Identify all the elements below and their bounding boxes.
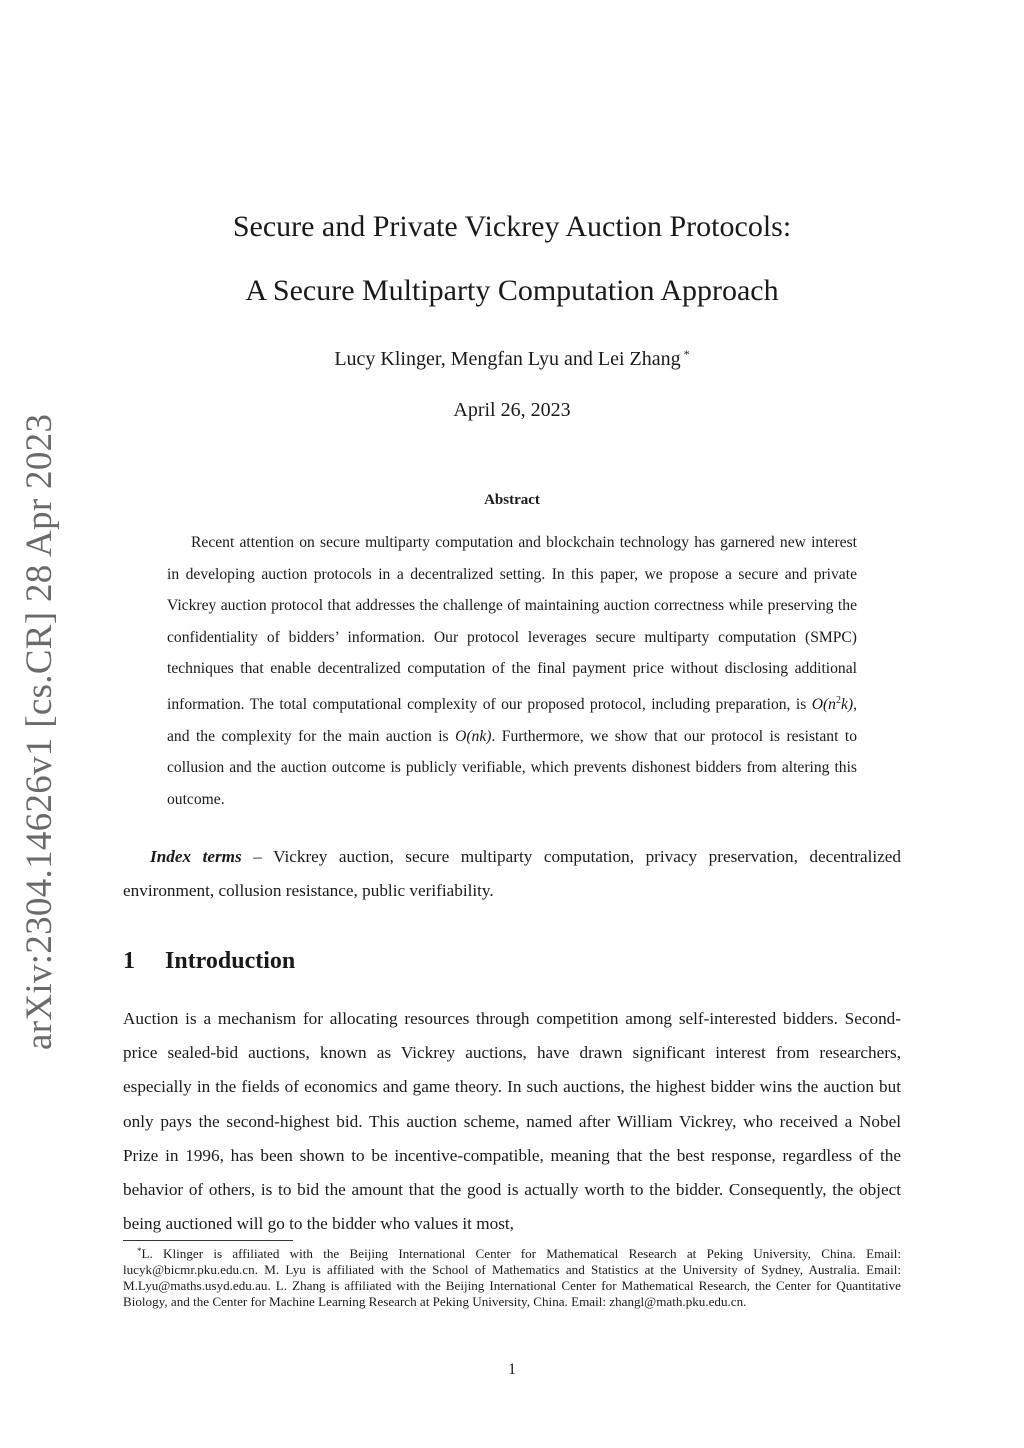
abstract-text-part-1: Recent attention on secure multiparty computation and blockchain technology has garnered new interest in developing auction protocols in a decentralized setting. In this paper, we propose a secure and private Vickrey auction protocol that addresses the challenge of maintaining auction correctness while preserving the confidentiality of bidders’ information. Our protocol leverages secure multiparty computation (SMPC) techniques that enable decentralized computation of the final payment price without disclosing additional information. The total computational complexity of our proposed protocol, including preparation, is (167, 534, 857, 713)
affiliation-footnote (123, 1244, 901, 1310)
footnote-text: L. Klinger is affiliated with the Beijing International Center for Mathematical Research at Peking University, China. Email: lucyk@bicmr.pku.edu.cn. M. Lyu is affiliated with the School of Mathematics and Statistics at the University of Sydney, Australia. Email: M.Lyu@maths.usyd.edu.au. L. Zhang is affiliated with the Beijing International Center for Mathematical Research, the Center for Quantitative Biology, and the Center for Machine Learning Research at Peking University, China. Email: zhangl@math.pku.edu.cn. (123, 1246, 901, 1309)
author-list (0, 347, 1024, 371)
page-number: 1 (508, 1361, 516, 1378)
complexity-total-base: O(n (811, 695, 836, 713)
footnote-divider (123, 1240, 293, 1241)
complexity-main: O(nk) (455, 727, 492, 745)
abstract-heading: Abstract (484, 492, 540, 508)
index-terms-label: Index terms (150, 847, 242, 866)
paper-title-line-1: Secure and Private Vickrey Auction Protocols: (232, 210, 792, 243)
abstract-text-part-2: , and the complexity for the main auction is (167, 695, 857, 745)
section-title: Introduction (165, 948, 296, 974)
index-terms-separator: – (241, 847, 274, 866)
complexity-total-exponent: 2 (835, 694, 841, 706)
index-terms-text: Vickrey auction, secure multiparty computation, privacy preservation, decentralized environment, collusion resistance, public verifiability. (123, 847, 901, 900)
paper-date: April 26, 2023 (453, 399, 571, 421)
complexity-total-tail: k) (840, 695, 854, 713)
footnote-mark: * (137, 1246, 142, 1256)
author-footnote-mark: * (683, 347, 690, 361)
author-names: Lucy Klinger, Mengfan Lyu and Lei Zhang (334, 348, 681, 370)
abstract-body (167, 527, 857, 815)
section-heading-introduction (123, 948, 295, 975)
introduction-paragraph: Auction is a mechanism for allocating resources through competition among self-interested bidders. Second-price sealed-bid auctions, known as Vickrey auctions, have drawn significant interest from researchers, especially in the fields of economics and game theory. In such auctions, the highest bidder wins the auction but only pays the second-highest bid. This auction scheme, named after William Vickrey, who received a Nobel Prize in 1996, has been shown to be incentive-compatible, meaning that the best response, regardless of the behavior of others, is to bid the amount that the good is actually worth to the bidder. Consequently, the object being auctioned will go to the bidder who values it most, (123, 1009, 901, 1234)
paper-title-line-2: A Secure Multiparty Computation Approach (245, 274, 779, 307)
section-number: 1 (123, 948, 135, 974)
arxiv-identifier-stamp: arXiv:2304.14626v1 [cs.CR] 28 Apr 2023 (19, 413, 60, 1050)
index-terms (123, 840, 901, 907)
abstract-text-part-3: . Furthermore, we show that our protocol is resistant to collusion and the auction outcome is publicly verifiable, which prevents dishonest bidders from altering this outcome. (167, 727, 857, 808)
